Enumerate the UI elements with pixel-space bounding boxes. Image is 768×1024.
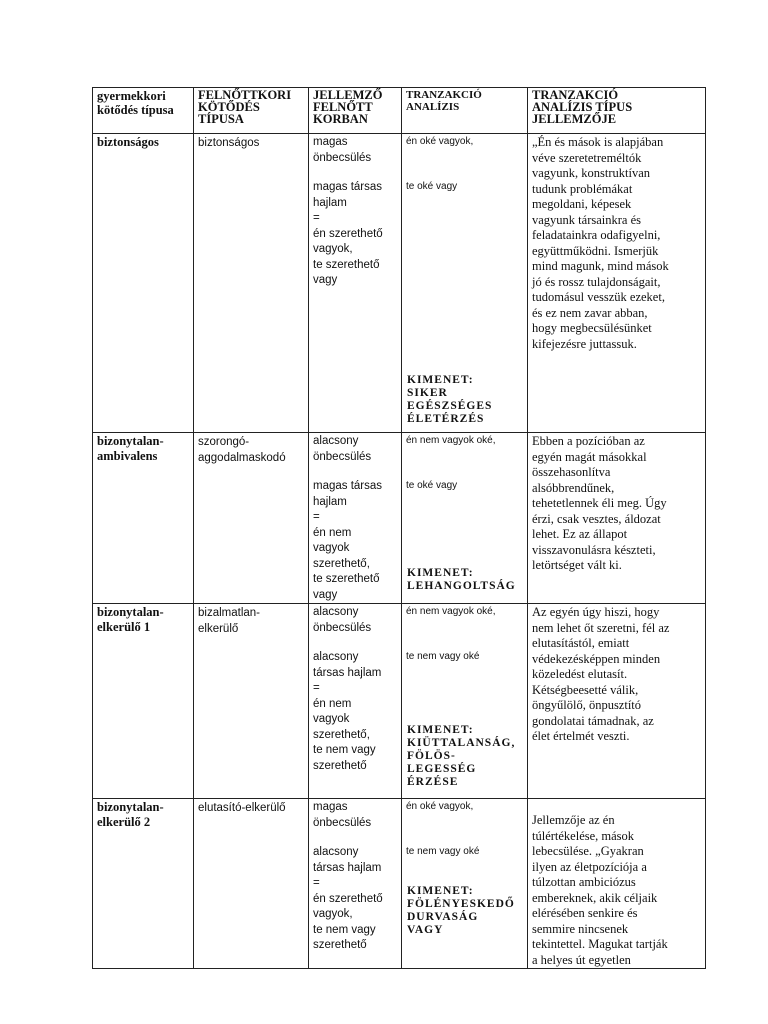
cell-line: Az egyén úgy hiszi, hogy (532, 605, 660, 619)
cell-line: én szerethető (313, 892, 383, 905)
cell-line: embereknek, akik céljaik (532, 890, 658, 905)
cell-line: KIMENET: (407, 885, 474, 897)
cell-line: én oké vagyok, (406, 801, 474, 812)
cell-line: szerethető (313, 939, 367, 951)
header-line: KORBAN (313, 112, 368, 126)
cell-line: gondolatai támadnak, az (532, 713, 654, 728)
cell-line: mind magunk, mind mások (532, 259, 669, 273)
cell-line: vagyok (313, 542, 350, 554)
header-cell-ta (402, 88, 528, 134)
cell-description (528, 799, 706, 969)
cell-line: biztonságos (198, 137, 260, 149)
cell-line: KIMENET: (407, 724, 474, 736)
cell-line: hajlam (313, 495, 347, 508)
cell-line: önbecsülés (313, 621, 372, 634)
header-line: kötődés típusa (97, 103, 174, 117)
cell-line: én oké vagyok, (406, 136, 474, 147)
header-cell-adult-type (194, 88, 309, 134)
cell-line: LEGESSÉG (407, 763, 477, 775)
cell-line: szerethető, (313, 557, 370, 570)
cell-line: hajlam (313, 196, 347, 209)
cell-line: te oké vagy (406, 480, 458, 491)
cell-line: FÖLÖS- (407, 750, 456, 762)
cell-line: DURVASÁG (407, 911, 479, 923)
cell-line: alsóbbrendűnek, (532, 480, 615, 495)
cell-line: szorongó- (198, 436, 250, 448)
cell-adult-type (194, 799, 309, 969)
header-row (93, 88, 706, 134)
cell-line: tudunk problémákat (532, 181, 633, 196)
cell-line: „Én és mások is alapjában (532, 135, 664, 149)
cell-line: a helyes út egyetlen (532, 952, 631, 967)
header-line: TRANZAKCIÓ (406, 89, 482, 101)
header-line: ANALÍZIS (406, 101, 460, 113)
cell-line: én nem vagyok oké, (406, 435, 496, 446)
cell-line: szerethető (313, 759, 367, 772)
cell-line: alacsony (313, 435, 359, 447)
cell-ta (402, 799, 528, 969)
cell-line: elkerülő 2 (97, 815, 151, 829)
cell-line: én nem (313, 526, 352, 539)
cell-line: = (313, 511, 320, 523)
header-line: KÖTŐDÉS (198, 100, 260, 114)
cell-line: kifejezésre juttassuk. (532, 336, 637, 351)
cell-line: semmire nincsenek (532, 921, 629, 936)
cell-line: bizonytalan- (97, 434, 164, 448)
cell-line: ÉRZÉSE (407, 776, 459, 788)
cell-line: te nem vagy (313, 923, 376, 936)
header-cell-ta-type (528, 88, 706, 134)
cell-child-type (93, 433, 194, 604)
cell-line: te nem vagy oké (406, 651, 480, 662)
outcome-label (407, 724, 515, 789)
cell-line: én nem (313, 697, 352, 710)
cell-line: te nem vagy (313, 744, 376, 756)
cell-line: megoldani, képesek (532, 197, 632, 211)
cell-ta (402, 604, 528, 799)
cell-line: túlértékelése, mások (532, 828, 635, 843)
cell-line: önbecsülés (313, 450, 372, 463)
cell-traits (309, 799, 402, 969)
cell-line: Ebben a pozícióban az (532, 434, 645, 448)
cell-line: társas hajlam (313, 861, 382, 874)
cell-line: bizonytalan- (97, 800, 164, 814)
cell-line: elutasítástól, emiatt (532, 636, 630, 650)
cell-line: lehet. Ez az állapot (532, 527, 628, 541)
cell-line: SIKER (407, 387, 448, 399)
cell-line: magas (313, 801, 348, 813)
cell-line: öngyűlölő, önpusztító (532, 698, 642, 712)
cell-line: Kétségbeesetté válik, (532, 682, 639, 697)
cell-line: lebecsülése. „Gyakran (532, 844, 644, 858)
cell-line: vagyok (313, 713, 350, 725)
header-line: ANALÍZIS TÍPUS (532, 100, 633, 114)
cell-line: = (313, 877, 320, 889)
cell-line: magas társas (313, 181, 383, 193)
table-row (93, 799, 706, 969)
cell-line: egyén magát másokkal (532, 449, 647, 464)
cell-line: hogy megbecsülésünket (532, 321, 652, 335)
table-row (93, 433, 706, 604)
cell-line: túlzottan ambiciózus (532, 875, 636, 889)
cell-description (528, 433, 706, 604)
cell-line: EGÉSZSÉGES (407, 400, 493, 412)
cell-line: vagy (313, 274, 338, 286)
cell-adult-type (194, 604, 309, 799)
cell-ta (402, 433, 528, 604)
outcome-label (407, 567, 516, 593)
header-cell-traits (309, 88, 402, 134)
cell-line: ambivalens (97, 449, 158, 463)
cell-line: vagyunk, konstruktívan (532, 166, 651, 180)
cell-line: közeledést elutasít. (532, 667, 628, 681)
header-line: FELNŐTTKORI (198, 88, 292, 102)
cell-description (528, 604, 706, 799)
cell-line: alacsony (313, 651, 359, 663)
cell-line: ÉLETÉRZÉS (407, 413, 485, 425)
cell-child-type (93, 604, 194, 799)
cell-line: = (313, 682, 320, 694)
cell-line: = (313, 212, 320, 224)
cell-line: elutasító-elkerülő (198, 802, 286, 814)
cell-child-type (93, 799, 194, 969)
cell-line: összehasonlítva (532, 465, 611, 479)
cell-line: önbecsülés (313, 816, 372, 829)
cell-traits (309, 433, 402, 604)
cell-line: véve szeretetreméltók (532, 150, 642, 165)
cell-line: aggodalmaskodó (198, 452, 286, 464)
cell-line: ilyen az életpozíciója a (532, 859, 647, 874)
cell-line: alacsony (313, 846, 359, 858)
cell-traits (309, 134, 402, 433)
header-line: gyermekkori (97, 89, 166, 103)
cell-line: társas hajlam (313, 666, 382, 679)
cell-line: és ez nem zavar abban, (532, 305, 648, 320)
cell-adult-type (194, 134, 309, 433)
cell-line: FÖLÉNYESKEDŐ (407, 898, 515, 910)
header-cell-child-type (93, 88, 194, 134)
cell-line: elkerülő (198, 623, 239, 635)
cell-line: feladatainkra odafigyelni, (532, 228, 661, 242)
cell-line: elkerülő 1 (97, 620, 151, 634)
cell-line: érzi, csak vesztes, áldozat (532, 511, 661, 526)
cell-line: tekintettel. Magukat tartják (532, 937, 668, 951)
cell-line: vagyunk társainkra és (532, 212, 641, 227)
cell-line: magas társas (313, 480, 383, 492)
header-line: JELLEMZŐ (313, 88, 383, 102)
cell-line: élet értelmét veszti. (532, 729, 630, 743)
cell-line: magas (313, 136, 348, 148)
cell-line: Jellemzője az én (532, 813, 615, 827)
cell-line: elérésében senkire és (532, 906, 638, 920)
cell-line: önbecsülés (313, 151, 372, 164)
cell-line: LEHANGOLTSÁG (407, 580, 516, 592)
cell-line: KIÜTTALANSÁG, (407, 737, 516, 749)
outcome-label (407, 374, 492, 426)
cell-line: tehetetlennek éli meg. Úgy (532, 496, 667, 510)
cell-adult-type (194, 433, 309, 604)
cell-line: visszavonulásra készteti, (532, 542, 656, 557)
cell-child-type (93, 134, 194, 433)
cell-line: én szerethető (313, 227, 383, 240)
cell-line: szerethető, (313, 728, 370, 741)
cell-line: jó és rossz tulajdonságait, (532, 274, 661, 289)
cell-line: én nem vagyok oké, (406, 606, 496, 617)
cell-line: bizonytalan- (97, 605, 164, 619)
cell-line: vagyok, (313, 908, 353, 920)
cell-line: te oké vagy (406, 181, 458, 192)
cell-line: vagyok, (313, 243, 353, 255)
cell-line: KIMENET: (407, 567, 474, 579)
cell-description (528, 134, 706, 433)
header-line: JELLEMZŐJE (532, 112, 617, 126)
cell-line: vagy (313, 588, 338, 601)
outcome-label (407, 885, 515, 937)
header-line: TÍPUSA (198, 112, 244, 126)
cell-line: bizalmatlan- (198, 607, 260, 619)
header-line: FELNŐTT (313, 100, 373, 114)
table-row (93, 604, 706, 799)
table-row (93, 134, 706, 433)
cell-line: te nem vagy oké (406, 846, 480, 857)
cell-ta (402, 134, 528, 433)
cell-line: alacsony (313, 606, 359, 618)
cell-line: KIMENET: (407, 374, 474, 386)
cell-line: együttműködni. Ismerjük (532, 243, 659, 258)
header-line: TRANZAKCIÓ (532, 88, 619, 102)
cell-line: védekezésképpen minden (532, 651, 661, 666)
cell-line: tudomásul vesszük ezeket, (532, 290, 665, 304)
cell-line: te szerethető (313, 573, 380, 585)
attachment-table (92, 87, 706, 969)
cell-line: VAGY (407, 924, 444, 936)
cell-line: biztonságos (97, 135, 159, 149)
cell-traits (309, 604, 402, 799)
cell-line: nem lehet őt szeretni, fél az (532, 620, 670, 635)
cell-line: letörtséget vált ki. (532, 558, 622, 572)
cell-line: te szerethető (313, 258, 380, 271)
